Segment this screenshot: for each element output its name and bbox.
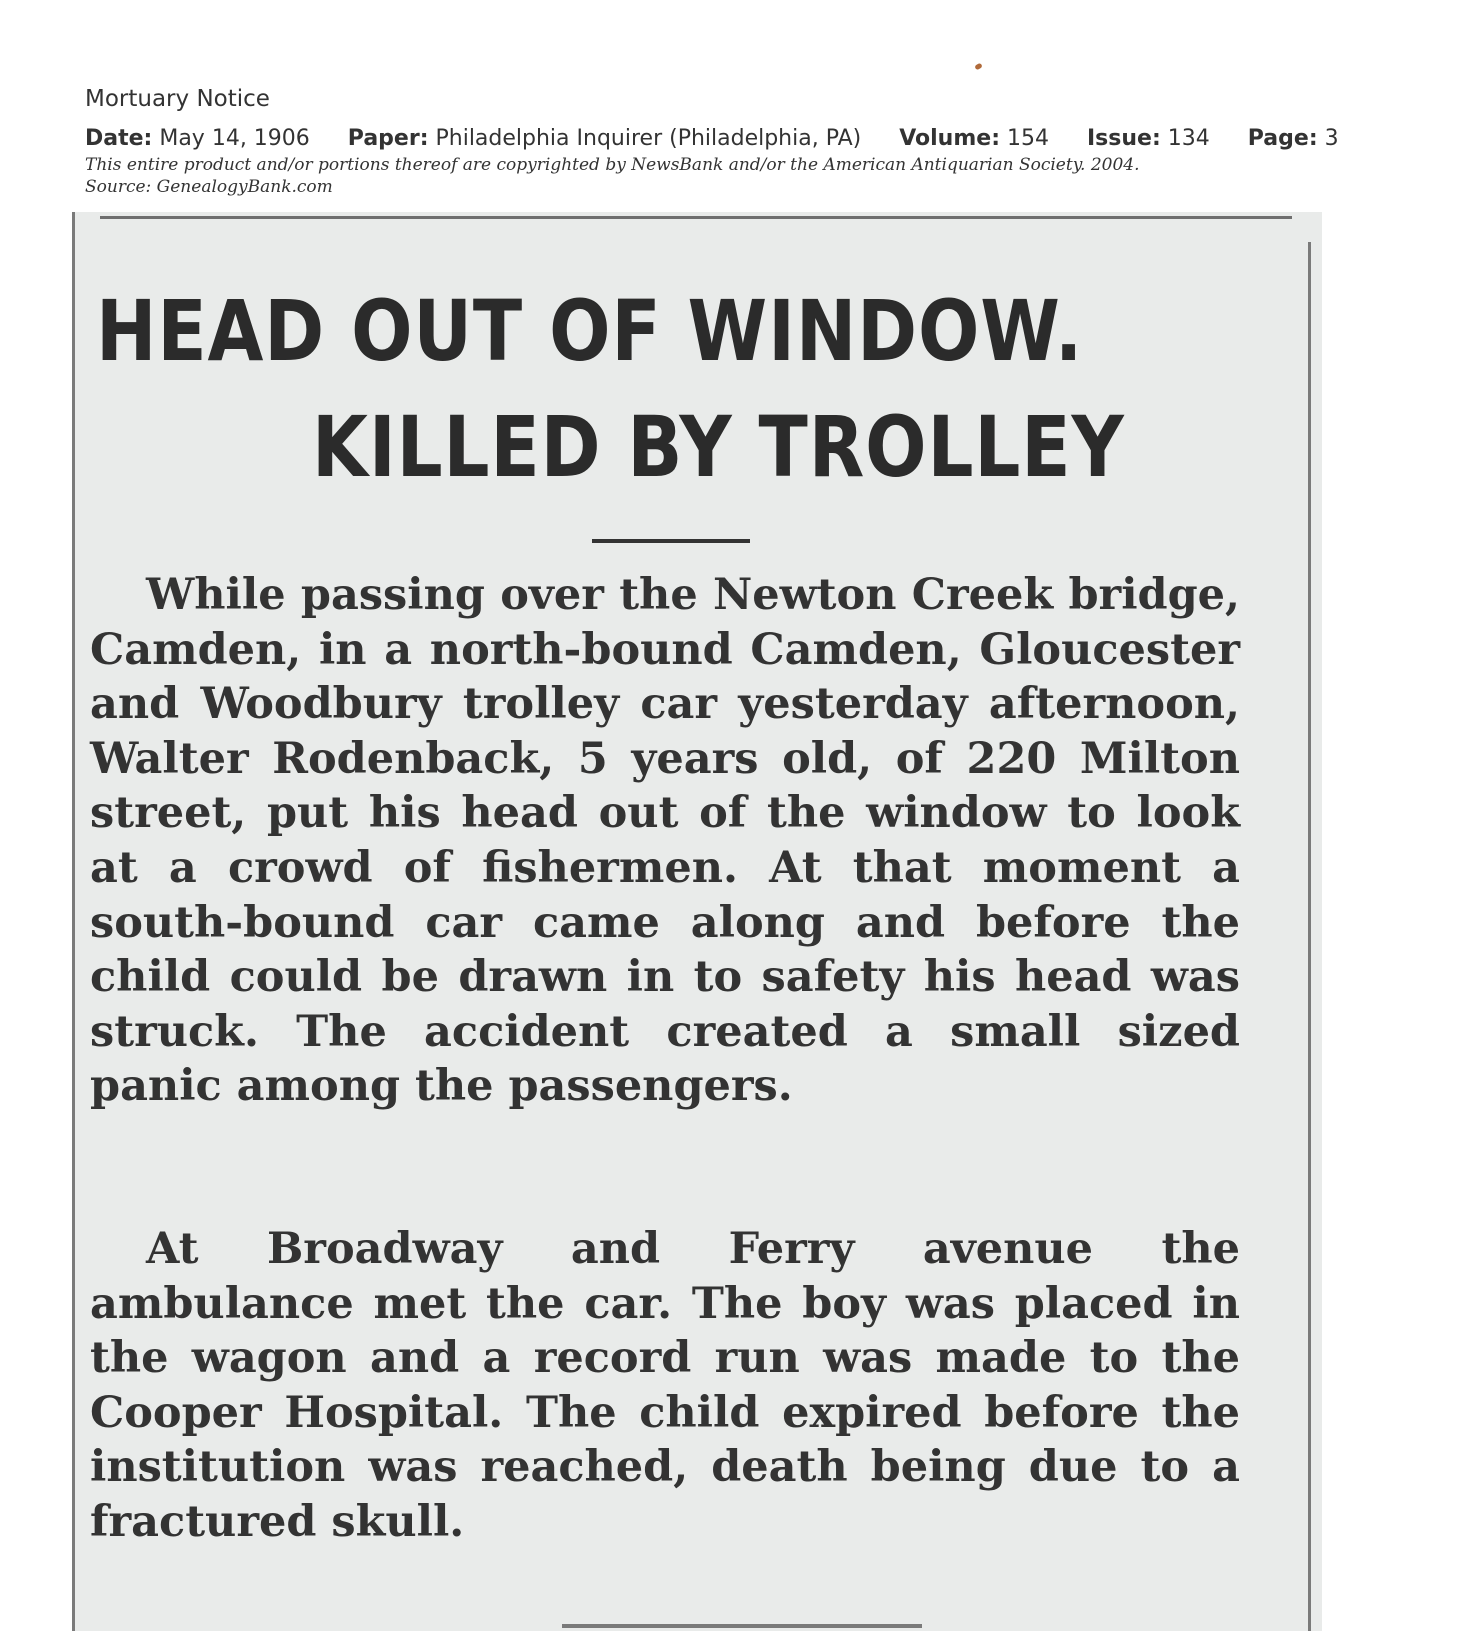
ink-speck <box>974 63 983 71</box>
article-paragraph-1: While passing over the Newton Creek bridge, Camden, in a north-bound Camden, Gloucester and Woodbury trolley car yesterday afternoon, Walter Rodenback, 5 years old, of 220 Milton street, put his head out of the window to look at a crowd of fishermen. At that moment a south-bound car came along and before the child could be drawn in to safety his head was struck. The accident created a small sized panic among the passengers. <box>90 570 1240 1112</box>
headline-separator <box>592 539 750 543</box>
article-paragraph-2: At Broadway and Ferry avenue the ambulance met the car. The boy was placed in the wagon and a record run was made to the Cooper Hospital. The child expired before the institution was reached, death being due to a fractured skull. <box>90 1224 1240 1547</box>
clipping-left-border <box>72 212 75 1631</box>
publication-meta <box>85 124 1465 154</box>
copyright-notice: This entire product and/or portions thereof are copyrighted by NewsBank and/or the American Antiquarian Society. 2004. <box>85 155 1140 175</box>
paper-label: Paper: <box>347 126 429 151</box>
headline-line-2: KILLED BY TROLLEY <box>312 398 1125 496</box>
date-label: Date: <box>85 126 153 151</box>
date-value: May 14, 1906 <box>159 126 310 151</box>
volume-value: 154 <box>1007 126 1049 151</box>
clipping-right-border <box>1308 242 1311 1631</box>
paper-value: Philadelphia Inquirer (Philadelphia, PA) <box>435 126 862 151</box>
notice-type: Mortuary Notice <box>85 86 270 112</box>
volume-label: Volume: <box>899 126 1000 151</box>
source-line: Source: GenealogyBank.com <box>85 177 333 197</box>
page-value: 3 <box>1324 126 1339 151</box>
newspaper-clipping <box>72 212 1322 1631</box>
clipping-bottom-rule <box>562 1624 922 1628</box>
clipping-top-rule <box>100 216 1292 219</box>
citation-header <box>85 82 1465 198</box>
issue-value: 134 <box>1167 126 1210 151</box>
issue-label: Issue: <box>1087 126 1161 151</box>
headline-line-1: HEAD OUT OF WINDOW. <box>96 282 1084 380</box>
page-label: Page: <box>1247 126 1318 151</box>
